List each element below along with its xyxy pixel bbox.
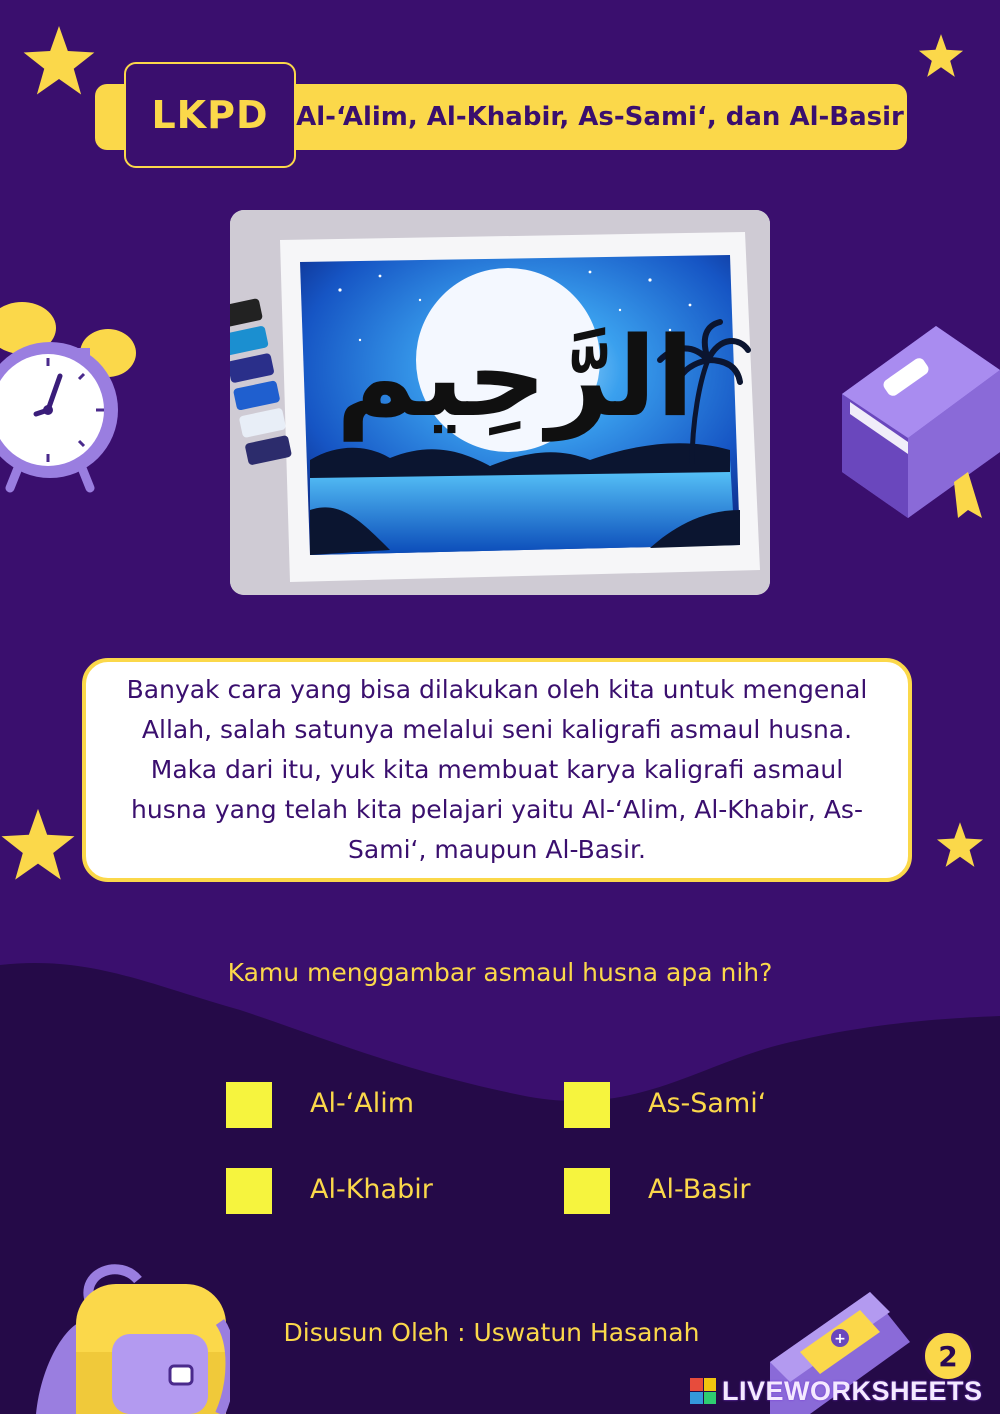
star-icon: [918, 34, 964, 78]
checkbox-al-alim[interactable]: [226, 1082, 272, 1128]
checkbox-al-basir[interactable]: [564, 1168, 610, 1214]
page-title: Al-‘Alim, Al-Khabir, As-Sami‘, dan Al-Basir: [296, 102, 904, 132]
option-label-al-basir: Al-Basir: [648, 1174, 751, 1205]
option-label-al-alim: Al-‘Alim: [310, 1088, 415, 1119]
liveworksheets-logo-icon: [690, 1378, 716, 1404]
alarm-clock-icon: [0, 298, 140, 493]
watermark-text: LIVEWORKSHEETS: [722, 1375, 983, 1406]
svg-text:+: +: [834, 1331, 846, 1347]
lkpd-badge: LKPD: [124, 62, 296, 168]
star-icon: [0, 802, 76, 888]
calligraphy-photo: [230, 210, 770, 595]
instruction-text: Banyak cara yang bisa dilakukan oleh kita untuk mengenal Allah, salah satunya melalui seni kaligrafi asmaul husna. Maka dari itu, yuk kita membuat karya kaligrafi asmaul husna yang telah kita pelajari yaitu Al-‘Alim, Al-Khabir, As-Sami‘, maupun Al-Basir.: [126, 675, 868, 864]
question-text: Kamu menggambar asmaul husna apa nih?: [227, 958, 773, 987]
option-label-al-khabir: Al-Khabir: [310, 1174, 433, 1205]
book-icon: [836, 322, 1000, 522]
star-icon: [22, 26, 96, 96]
liveworksheets-watermark: [690, 1376, 983, 1406]
star-icon: [936, 822, 984, 868]
checkbox-as-sami[interactable]: [564, 1082, 610, 1128]
option-label-as-sami: As-Sami‘: [648, 1088, 767, 1119]
author-credit: Disusun Oleh : Uswatun Hasanah: [283, 1318, 700, 1347]
calligraphy-text: الرَّحِيم: [336, 313, 694, 441]
checkbox-al-khabir[interactable]: [226, 1168, 272, 1214]
instruction-box: [82, 658, 912, 882]
page-number: 2: [922, 1330, 974, 1382]
